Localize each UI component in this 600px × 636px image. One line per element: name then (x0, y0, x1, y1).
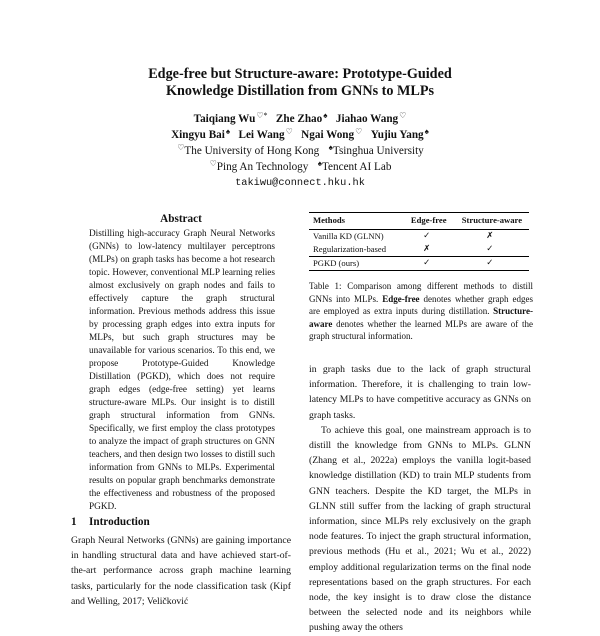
table-cell-method: Vanilla KD (GLNN) (313, 231, 384, 241)
section-number: 1 (71, 516, 77, 528)
affiliation-mark: ♠ (317, 159, 322, 168)
section-heading-introduction (71, 516, 150, 528)
affiliation-mark: ♠ (328, 143, 333, 152)
table-cell-edge-free: ✓ (423, 231, 431, 241)
affiliation: The University of Hong Kong (184, 145, 320, 157)
table-cell-edge-free: ✗ (423, 244, 431, 254)
paragraph: To achieve this goal, one mainstream approach is to distill the knowledge from GNNs to MLPs. GLNN (Zhang et al., 2022a) employs the vanilla logit-based knowledge distillation (KD) to train MLP students from GNN teachers. Despite the KD target, the MLPs in GLNN still suffer from the lacking of graph structural information, since MLPs rely exclusively on the graph node features. To inject the graph structural information, previous methods (Hu et al., 2021; Wu et al., 2022) employ additional regularization terms on the final node representations based on the graph structures. For each node, the key insight is to draw close the distance between the selected node and its neighbors while pushing away the others (309, 424, 531, 634)
author-name: Taiqiang Wu (193, 113, 256, 125)
paragraph: in graph tasks due to the lack of graph structural information. Therefore, it is challenging to train low-latency MLPs to have competitive accuracy as GNNs on graph tasks. (309, 364, 531, 421)
table-row (309, 243, 529, 257)
section-title: Introduction (89, 516, 150, 528)
author-mark: ♡ (355, 127, 363, 136)
caption-term-edge-free: Edge-free (382, 293, 420, 304)
paper-title (60, 66, 540, 100)
table-header-edge-free: Edge-free (410, 215, 447, 225)
title-line-2: Knowledge Distillation from GNNs to MLPs (165, 83, 435, 99)
caption-part: denotes whether graph edges are employed as extra inputs during distillation. (309, 293, 533, 316)
author-name: Lei Wang (238, 129, 285, 141)
table-row (309, 230, 529, 244)
author-mark: ♡ (399, 111, 407, 120)
affiliation-mark: ♡ (177, 143, 185, 152)
table-cell-structure-aware: ✗ (486, 231, 494, 241)
author-block (60, 111, 540, 191)
introduction-text: Graph Neural Networks (GNNs) are gaining importance in handling structural data and have achieved start-of-the-art performance across graph machine learning tasks, particularly for the node classification task (Kipf and Welling, 2017; Veličković (71, 535, 291, 607)
author-name: Xingyu Bai (171, 129, 225, 141)
table-cell-structure-aware: ✓ (486, 244, 494, 254)
table-header-structure-aware: Structure-aware (461, 215, 523, 225)
table-header-methods: Methods (313, 215, 345, 225)
comparison-table (309, 212, 529, 271)
author-mark: ♠ (424, 127, 429, 136)
title-line-1: Edge-free but Structure-aware: Prototype-Guided (148, 66, 452, 82)
author-mark: ♠ (323, 111, 328, 120)
table-cell-method: Regularization-based (313, 244, 387, 254)
author-line-1 (60, 111, 540, 127)
affiliation-line-1 (60, 143, 540, 159)
author-mark: ♡* (256, 111, 268, 120)
caption-part: Table 1: Comparison among different methods to distill GNNs into MLPs. (309, 281, 533, 304)
caption-term-structure-aware: Structure-aware (309, 306, 533, 329)
author-mark: ♠ (225, 127, 231, 136)
caption-part: denotes whether the learned MLPs are aware of the graph structural information. (309, 318, 533, 341)
author-mark: ♡ (285, 127, 293, 136)
table-row (309, 257, 529, 271)
right-column-text (309, 362, 531, 636)
affiliation: Tencent AI Lab (322, 161, 392, 173)
table-header-row (309, 213, 529, 230)
author-name: Ngai Wong (301, 129, 355, 141)
author-name: Zhe Zhao (275, 113, 323, 125)
author-name: Yujiu Yang (370, 129, 424, 141)
abstract-heading: Abstract (160, 213, 202, 225)
table-cell-structure-aware: ✓ (486, 258, 494, 268)
table-caption (309, 280, 533, 343)
affiliation: Tsinghua University (332, 145, 424, 157)
affiliation-line-2 (60, 159, 540, 175)
abstract-text: Distilling high-accuracy Graph Neural Networks (GNNs) to low-latency multilayer perceptrons (MLPs) on graph tasks has become a hot research topic. However, conventional MLP learning relies almost exclusively on graph nodes and fails to effectively capture the graph structural information. Previous methods address this issue by processing graph edges into extra inputs for MLPs, but such graph structures may be unavailable for various scenarios. To this end, we propose Prototype-Guided Knowledge Distillation (PGKD), which does not require graph edges (edge-free setting) yet learns structure-aware MLPs. Our insight is to distill graph structural information from GNNs. Specifically, we first employ the class prototypes to analyze the impact of graph structures on GNN teachers, and then design two losses to distill such information from GNNs to MLPs. Experimental results on popular graph benchmarks demonstrate the effectiveness and robustness of the proposed PGKD. (89, 229, 275, 512)
author-email: takiwu@connect.hku.hk (235, 177, 365, 189)
affiliation: Ping An Technology (216, 161, 309, 173)
author-line-2 (60, 127, 540, 143)
table-cell-method: PGKD (ours) (313, 258, 360, 268)
author-name: Jiahao Wang (335, 113, 399, 125)
table-cell-edge-free: ✓ (423, 258, 431, 268)
affiliation-mark: ♡ (209, 159, 217, 168)
